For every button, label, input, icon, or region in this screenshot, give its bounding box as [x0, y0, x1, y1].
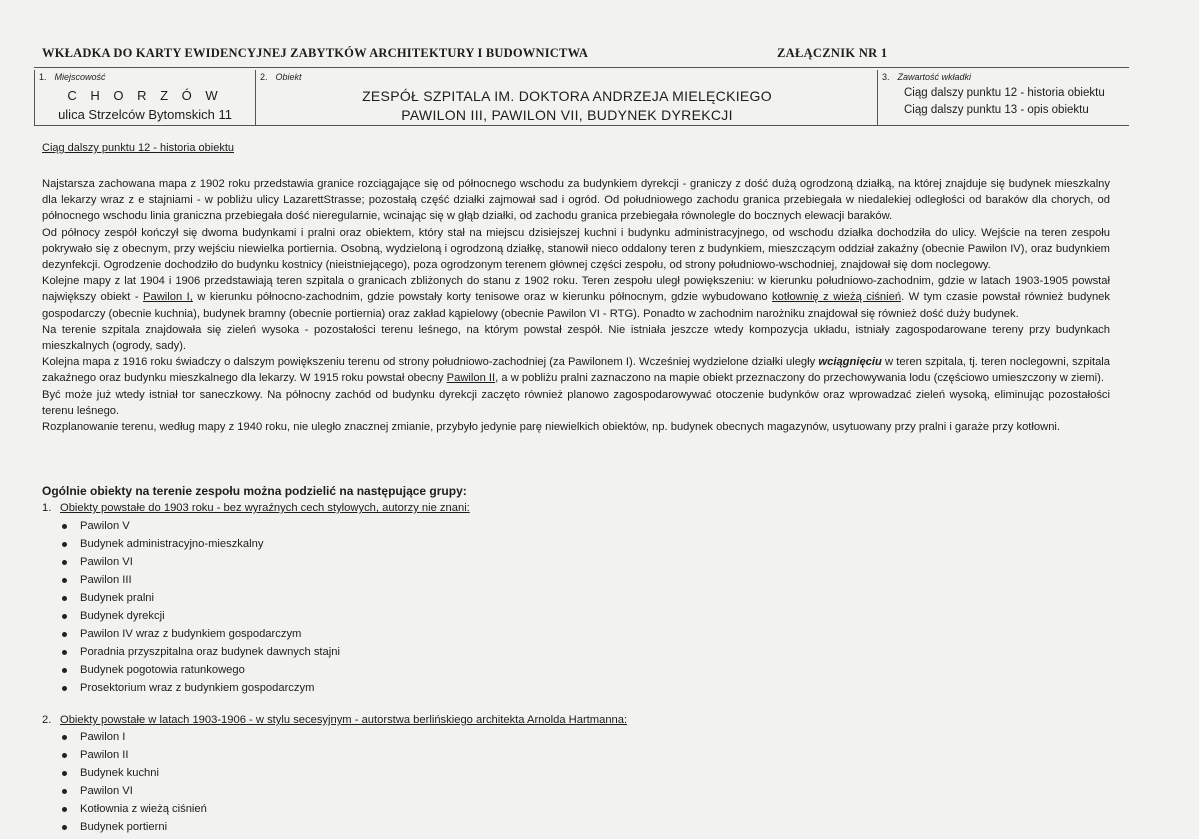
contents-line1: Ciąg dalszy punktu 12 - historia obiektu: [904, 87, 1105, 99]
object-name-line1: ZESPÓŁ SZPITALA IM. DOKTORA ANDRZEJA MIELĘCKIEGO: [362, 88, 772, 104]
field-label: Miejscowość: [54, 72, 106, 82]
field-label: Obiekt: [275, 72, 302, 82]
group-title: Obiekty powstałe do 1903 roku - bez wyraźnych cech stylowych, autorzy nie znani:: [60, 502, 470, 514]
list-item: Pawilon VI: [60, 553, 340, 571]
object-name-line2: PAWILON III, PAWILON VII, BUDYNEK DYREKCJI: [401, 107, 733, 123]
list-item: Pawilon I: [60, 728, 207, 746]
field-label: Zawartość wkładki: [897, 72, 972, 82]
list-item: Budynek administracyjno-mieszkalny: [60, 535, 340, 553]
group-number: 1.: [42, 502, 52, 514]
list-item: Pawilon III: [60, 571, 340, 589]
object-field: [256, 70, 878, 125]
paragraph: Od północy zespół kończył się dwoma budynkami i pralni oraz obiektem, który stał na miejscu dzisiejszej kuchni i budynku administracyjnego, od wschodu działka dochodziła do ulicy. Wejście na teren zespołu pokrywało się z obecnym, przy wejściu niewielka portiernia. Osobną, wydzieloną i ogrodzoną działkę, stanowił nieco oddalony teren z budynkiem, mieszczącym oddział zakaźny (obecnie Pawilon IV), oraz budynkiem dezynfekcji. Ogrodzenie dochodziło do budynku kostnicy (nieistniejącego), poza ogrodzonym terenem głównej części zespołu, od strony południowo-wschodniej, znajdował się dom noclegowy.: [42, 226, 1110, 272]
list-item: Poradnia przyszpitalna oraz budynek dawnych stajni: [60, 643, 340, 661]
contents-line2: Ciąg dalszy punktu 13 - opis obiektu: [904, 104, 1089, 116]
list-item: Prosektorium wraz z budynkiem gospodarczym: [60, 679, 340, 697]
list-item: Budynek dyrekcji: [60, 607, 340, 625]
group-heading: [42, 502, 470, 514]
underlined-pawilon-ii: Pawilon II: [446, 372, 496, 385]
paragraph: Rozplanowanie terenu, według mapy z 1940 roku, nie uległo znacznej zmianie, przybyło jedynie parę niewielkich obiektów, np. budynek obecnych magazynów, usytuowany przy pralni i garaże przy kotłowni.: [42, 421, 1061, 434]
group-heading: [42, 714, 627, 726]
list-item: Pawilon IV wraz z budynkiem gospodarczym: [60, 625, 340, 643]
contents-field: [878, 70, 1108, 125]
groups-heading: Ogólnie obiekty na terenie zespołu można podzielić na następujące grupy:: [42, 484, 467, 498]
list-item: Pawilon II: [60, 746, 207, 764]
paragraph: Być może już wtedy istniał tor saneczkowy. Na północny zachód od budynku dyrekcji zaczęto również planowo zagospodarowywać otoczenie budynków oraz wprowadzać zieleń wysoką, eliminując pozostałości terenu leśnego.: [42, 388, 1110, 417]
group-list: [60, 517, 340, 697]
header-top-rule: [34, 67, 1129, 68]
emphasis-word: wciągnięciu: [818, 356, 882, 369]
group-title: Obiekty powstałe w latach 1903-1906 - w stylu secesyjnym - autorstwa berlińskiego architekta Arnolda Hartmanna:: [60, 714, 628, 726]
city-name: C H O R Z Ó W: [67, 88, 223, 103]
list-item: Budynek kuchni: [60, 764, 207, 782]
paragraph: Najstarsza zachowana mapa z 1902 roku przedstawia granice rozciągające się od północnego wschodu za budynkiem dyrekcji - graniczy z dość dużą ogrodzoną działką, na której znajduje się budynek mieszkalny dla lekarzy wraz z e stajniami - w pobliżu ulicy LazarettStrasse; pozostałą część działki zajmował sad i ogród. Od południowego zachodu granica przebiegała w niedalekiej odległości od baraków dla chorych, od północnego wschodu linia graniczna przebiegała dość nieregularnie, wcinając się w głąb działki, od zachodu granica przebiegała równolegle do bocznych elewacji baraków.: [42, 178, 1110, 223]
list-item: Budynek pralni: [60, 589, 340, 607]
list-item: Kotłownia z wieżą ciśnień: [60, 800, 207, 818]
annex-label: ZAŁĄCZNIK NR 1: [777, 46, 888, 60]
field-number: 1.: [39, 72, 47, 82]
list-item: Pawilon VI: [60, 782, 207, 800]
list-item: Budynek portierni: [60, 818, 207, 836]
paragraph: Kolejna mapa z 1916 roku świadczy o dalszym powiększeniu terenu od strony południowo-zachodniej (za Pawilonem I). Wcześniej wydzielone działki uległy wciągnięciu w teren szpitala, tj. teren noclegowni, szpitala zakaźnego oraz budynku mieszkalnego dla lekarzy. W 1915 roku powstał obecny Pawilon II, a w pobliżu pralni zaznaczono na mapie obiekt przeznaczony do przechowywania lodu (częściowo umieszczony w ziemi).: [42, 356, 1110, 385]
section-title: Ciąg dalszy punktu 12 - historia obiektu: [42, 142, 234, 154]
history-text: [42, 176, 1110, 435]
list-item: Budynek pogotowia ratunkowego: [60, 661, 340, 679]
paragraph: Na terenie szpitala znajdowała się zieleń wysoka - pozostałości terenu leśnego, na którym powstał zespół. Nie istniała jeszcze wtedy kompozycja układu, istniały zagospodarowane tereny przy budynkach mieszkalnych (ogrody, sady).: [42, 323, 1110, 353]
underlined-kotlownia: kotłownię z wieżą ciśnień: [772, 291, 902, 304]
document-title: WKŁADKA DO KARTY EWIDENCYJNEJ ZABYTKÓW ARCHITEKTURY I BUDOWNICTWA: [42, 46, 589, 60]
locality-field: [34, 70, 256, 125]
list-item: Pawilon V: [60, 517, 340, 535]
field-number: 2.: [260, 72, 268, 82]
field-number: 3.: [882, 72, 890, 82]
link-pawilon-i: Pawilon I,: [143, 291, 193, 304]
paragraph: Kolejne mapy z lat 1904 i 1906 przedstawiają teren szpitala o granicach zbliżonych do stanu z 1902 roku. Teren zespołu uległ powiększeniu: w kierunku południowo-zachodnim, gdzie w latach 1903-1905 powstał największy obiekt - Pawilon I, w kierunku północno-zachodnim, gdzie powstały korty tenisowe oraz w kierunku północnym, gdzie wybudowano kotłownię z wieżą ciśnień. W tym czasie powstał również budynek gospodarczy (obecnie kuchnia), budynek bramny (obecnie portiernia) oraz zakład kąpielowy (obecnie Pawilon VI - RTG). Ponadto w zachodnim narożniku znajdował się również dość duży budynek.: [42, 275, 1110, 320]
header-bottom-rule: [34, 125, 1129, 126]
group-number: 2.: [42, 714, 52, 726]
street-address: ulica Strzelców Bytomskich 11: [58, 107, 232, 122]
group-list: [60, 728, 207, 836]
